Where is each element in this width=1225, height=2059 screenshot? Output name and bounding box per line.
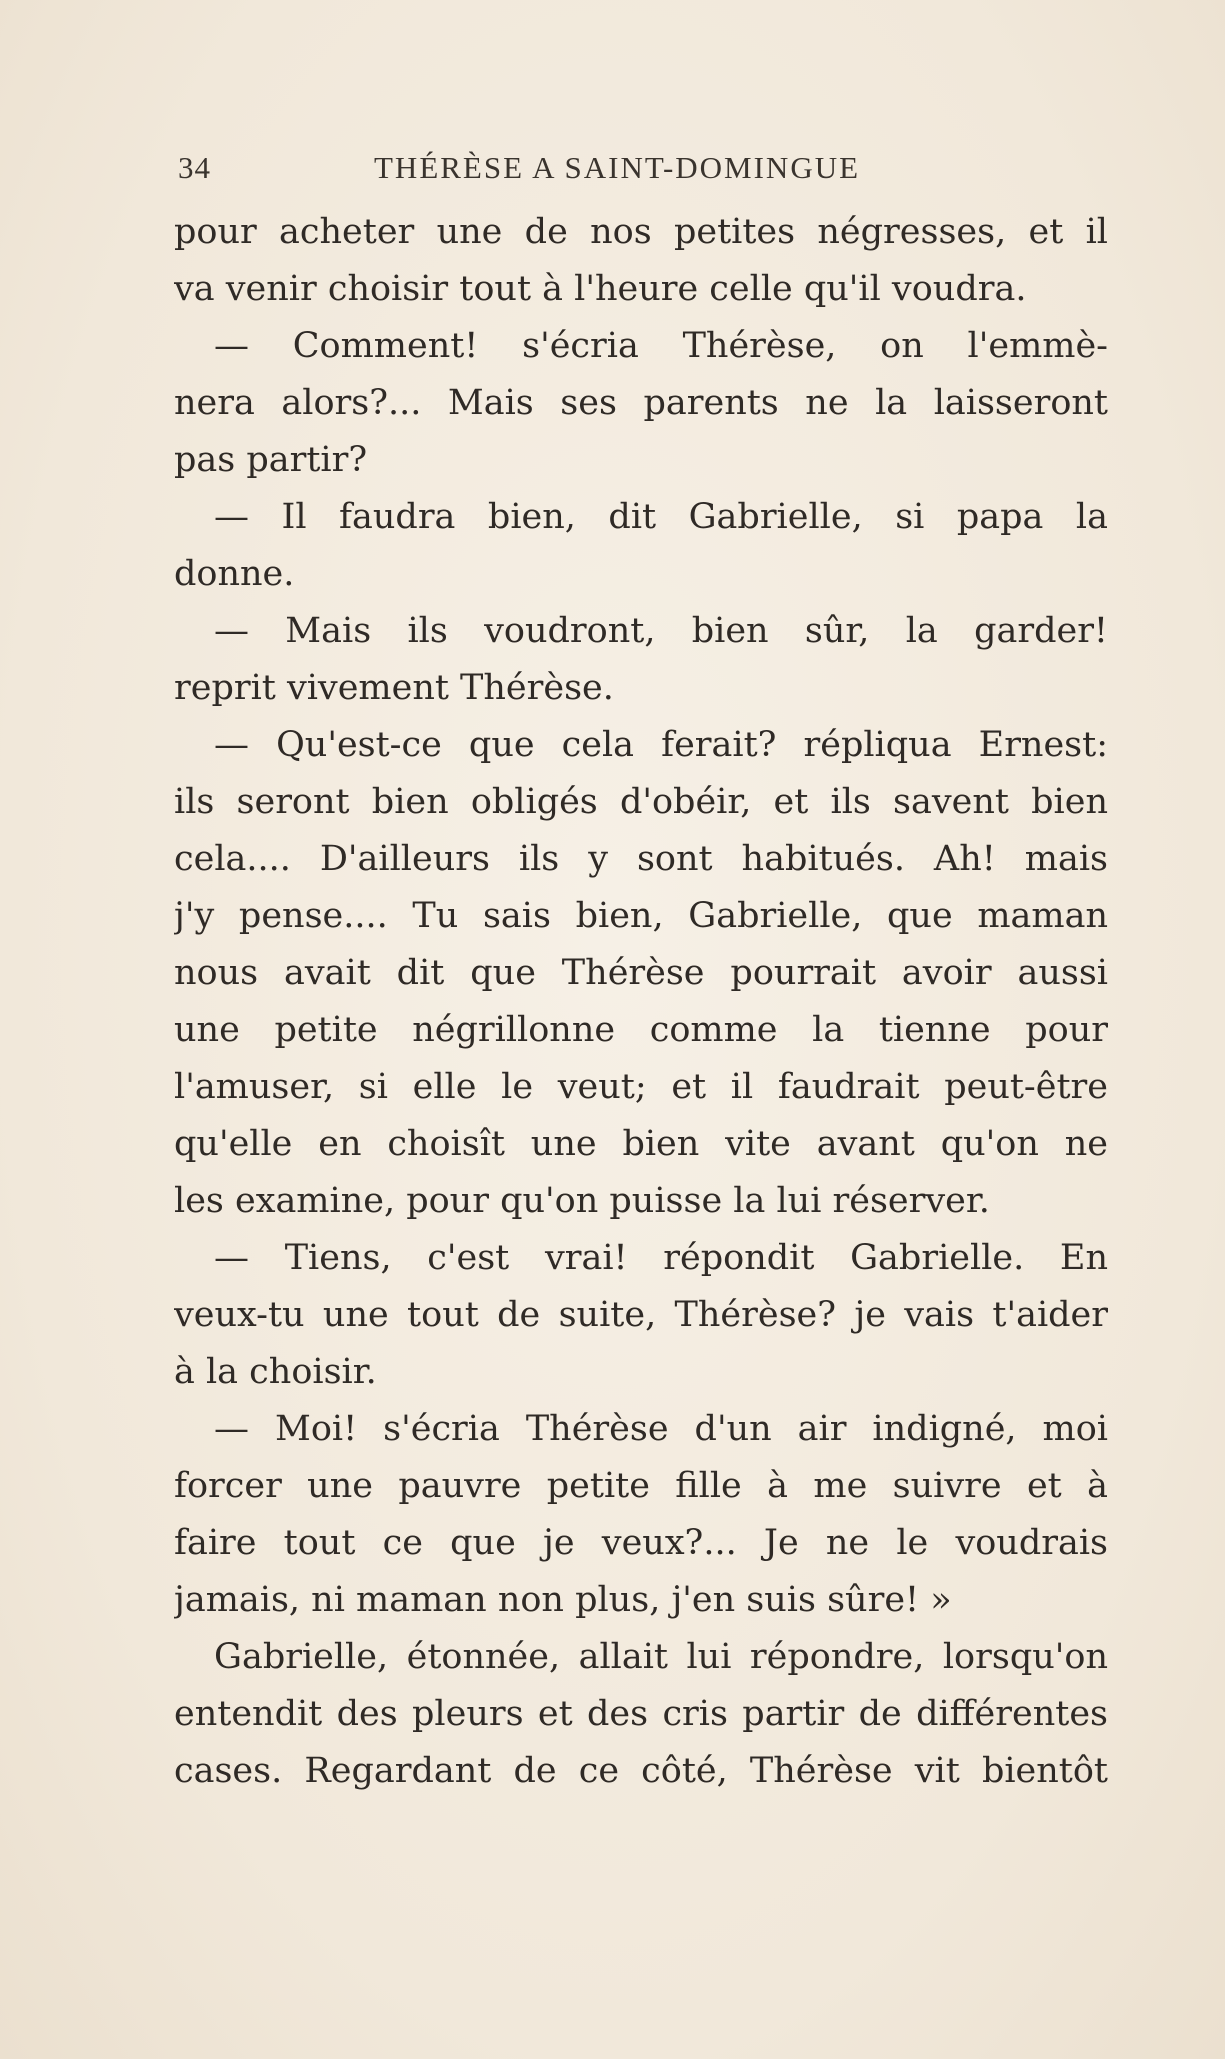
text-line: — Moi! s'écria Thérèse d'un air indigné, moi — [214, 1409, 1108, 1449]
text-line: — Tiens, c'est vrai! répondit Gabrielle. En — [214, 1238, 1108, 1278]
text-line: jamais, ni maman non plus, j'en suis sûre! » — [174, 1580, 952, 1620]
text-line: Gabrielle, étonnée, allait lui répondre, lorsqu'on — [214, 1637, 1108, 1677]
body-text — [174, 204, 1108, 1800]
running-title: THÉRÈSE A SAINT-DOMINGUE — [374, 150, 861, 185]
text-line: pas partir? — [174, 440, 368, 480]
text-line: nous avait dit que Thérèse pourrait avoir aussi — [174, 953, 1108, 993]
text-line: reprit vivement Thérèse. — [174, 668, 614, 708]
text-line: va venir choisir tout à l'heure celle qu'il voudra. — [174, 269, 1027, 309]
text-line: cela.... D'ailleurs ils y sont habitués. Ah! mais — [174, 839, 1108, 879]
text-line: nera alors?... Mais ses parents ne la laisseront — [174, 383, 1108, 423]
text-line: entendit des pleurs et des cris partir de différentes — [174, 1694, 1108, 1734]
text-line: pour acheter une de nos petites négresses, et il — [174, 212, 1108, 252]
page-number: 34 — [178, 150, 211, 185]
text-line: — Mais ils voudront, bien sûr, la garder! — [214, 611, 1108, 651]
text-line: cases. Regardant de ce côté, Thérèse vit bientôt — [174, 1751, 1108, 1791]
text-line: qu'elle en choisît une bien vite avant qu'on ne — [174, 1124, 1108, 1164]
text-line: les examine, pour qu'on puisse la lui réserver. — [174, 1181, 990, 1221]
text-line: — Comment! s'écria Thérèse, on l'emmè- — [214, 326, 1108, 366]
text-line: une petite négrillonne comme la tienne pour — [174, 1010, 1108, 1050]
text-line: l'amuser, si elle le veut; et il faudrait peut-être — [174, 1067, 1108, 1107]
text-line: donne. — [174, 554, 295, 594]
text-line: veux-tu une tout de suite, Thérèse? je vais t'aider — [174, 1295, 1108, 1335]
text-line: — Il faudra bien, dit Gabrielle, si papa la — [214, 497, 1108, 537]
text-line: ils seront bien obligés d'obéir, et ils savent bien — [174, 782, 1108, 822]
text-line: — Qu'est-ce que cela ferait? répliqua Ernest: — [214, 725, 1108, 765]
text-line: faire tout ce que je veux?... Je ne le voudrais — [174, 1523, 1108, 1563]
running-header — [178, 150, 1104, 190]
text-line: forcer une pauvre petite fille à me suivre et à — [174, 1466, 1108, 1506]
text-line: à la choisir. — [174, 1352, 377, 1392]
text-line: j'y pense.... Tu sais bien, Gabrielle, que maman — [174, 896, 1108, 936]
